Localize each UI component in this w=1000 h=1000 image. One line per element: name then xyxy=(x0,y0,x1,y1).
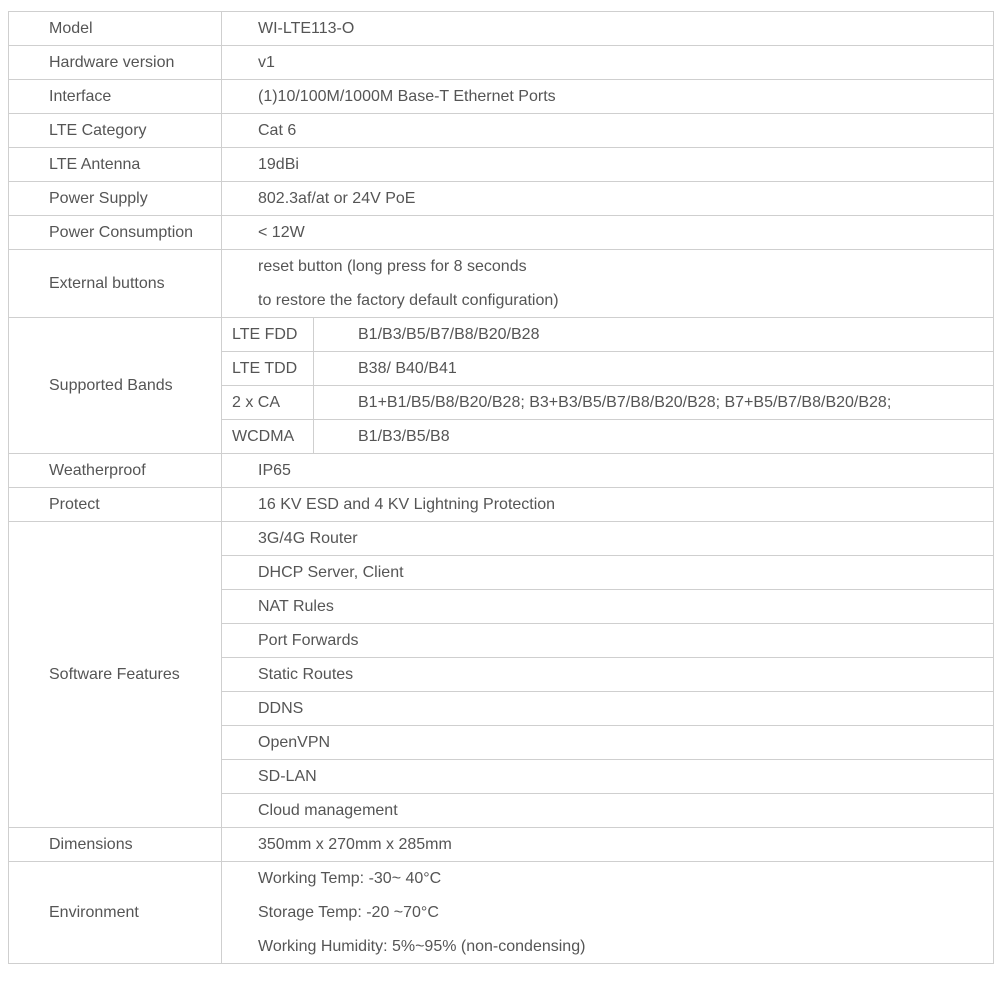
power-supply-label: Power Supply xyxy=(9,182,222,216)
power-supply-value: 802.3af/at or 24V PoE xyxy=(222,182,994,216)
row-lte-category xyxy=(9,114,994,148)
software-feature-item: 3G/4G Router xyxy=(222,522,994,556)
band-name: 2 x CA xyxy=(222,386,314,420)
dimensions-label: Dimensions xyxy=(9,828,222,862)
software-features-label: Software Features xyxy=(9,522,222,828)
software-feature-item: NAT Rules xyxy=(222,590,994,624)
hardware-version-value: v1 xyxy=(222,46,994,80)
software-feature-item: Static Routes xyxy=(222,658,994,692)
row-protect xyxy=(9,488,994,522)
interface-label: Interface xyxy=(9,80,222,114)
protect-value: 16 KV ESD and 4 KV Lightning Protection xyxy=(222,488,994,522)
interface-value: (1)10/100M/1000M Base-T Ethernet Ports xyxy=(222,80,994,114)
spec-table xyxy=(8,11,994,964)
band-value: B1+B1/B5/B8/B20/B28; B3+B3/B5/B7/B8/B20/B28; B7+B5/B7/B8/B20/B28; xyxy=(314,386,994,420)
power-consumption-value: < 12W xyxy=(222,216,994,250)
environment-line: Working Temp: -30~ 40°C xyxy=(222,862,994,896)
row-environment xyxy=(9,862,994,896)
row-interface xyxy=(9,80,994,114)
environment-line: Storage Temp: -20 ~70°C xyxy=(222,896,994,930)
software-feature-item: SD-LAN xyxy=(222,760,994,794)
software-feature-item: Cloud management xyxy=(222,794,994,828)
weatherproof-label: Weatherproof xyxy=(9,454,222,488)
lte-category-value: Cat 6 xyxy=(222,114,994,148)
row-external-buttons xyxy=(9,250,994,284)
supported-bands-label: Supported Bands xyxy=(9,318,222,454)
lte-category-label: LTE Category xyxy=(9,114,222,148)
environment-line: Working Humidity: 5%~95% (non-condensing) xyxy=(222,930,994,964)
band-value: B38/ B40/B41 xyxy=(314,352,994,386)
external-buttons-label: External buttons xyxy=(9,250,222,318)
band-name: LTE FDD xyxy=(222,318,314,352)
hardware-version-label: Hardware version xyxy=(9,46,222,80)
row-dimensions xyxy=(9,828,994,862)
row-weatherproof xyxy=(9,454,994,488)
external-buttons-line: to restore the factory default configuration) xyxy=(222,284,994,318)
protect-label: Protect xyxy=(9,488,222,522)
software-feature-item: OpenVPN xyxy=(222,726,994,760)
software-feature-item: DHCP Server, Client xyxy=(222,556,994,590)
row-hardware-version xyxy=(9,46,994,80)
row-power-supply xyxy=(9,182,994,216)
row-lte-antenna xyxy=(9,148,994,182)
model-label: Model xyxy=(9,12,222,46)
band-value: B1/B3/B5/B8 xyxy=(314,420,994,454)
weatherproof-value: IP65 xyxy=(222,454,994,488)
band-name: WCDMA xyxy=(222,420,314,454)
software-feature-item: DDNS xyxy=(222,692,994,726)
band-value: B1/B3/B5/B7/B8/B20/B28 xyxy=(314,318,994,352)
environment-label: Environment xyxy=(9,862,222,964)
row-software-features xyxy=(9,522,994,556)
external-buttons-line: reset button (long press for 8 seconds xyxy=(222,250,994,284)
dimensions-value: 350mm x 270mm x 285mm xyxy=(222,828,994,862)
row-supported-bands xyxy=(9,318,994,352)
model-value: WI-LTE113-O xyxy=(222,12,994,46)
software-feature-item: Port Forwards xyxy=(222,624,994,658)
row-power-consumption xyxy=(9,216,994,250)
power-consumption-label: Power Consumption xyxy=(9,216,222,250)
lte-antenna-value: 19dBi xyxy=(222,148,994,182)
lte-antenna-label: LTE Antenna xyxy=(9,148,222,182)
row-model xyxy=(9,12,994,46)
band-name: LTE TDD xyxy=(222,352,314,386)
